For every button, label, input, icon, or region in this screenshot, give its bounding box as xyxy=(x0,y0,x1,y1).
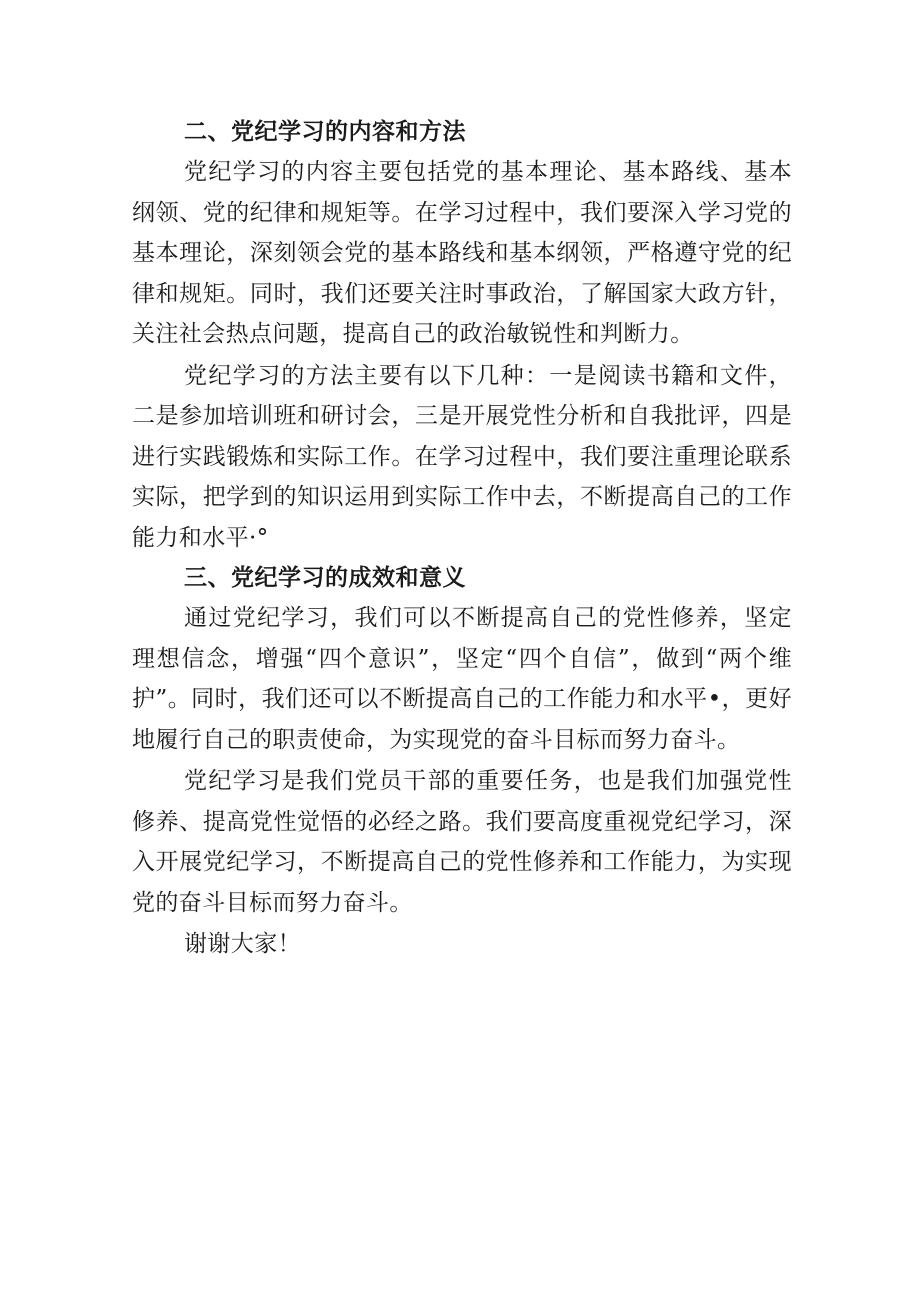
paragraph-content: 党纪学习的内容主要包括党的基本理论、基本路线、基本纲领、党的纪律和规矩等。在学习过程中，我们要深入学习党的基本理论，深刻领会党的基本路线和基本纲领，严格遵守党的纪律和规矩。同时，我们还要关注时事政治，了解国家大政方针，关注社会热点问题，提高自己的政治敏锐性和判断力。 xyxy=(132,159,792,347)
closing-thanks: 谢谢大家！ xyxy=(184,931,301,957)
section-heading-content-methods: 二、党纪学习的内容和方法 xyxy=(184,119,466,145)
document-body xyxy=(132,112,792,965)
paragraph-significance: 党纪学习是我们党员干部的重要任务，也是我们加强党性修养、提高党性觉悟的必经之路。我们要高度重视党纪学习，深入开展党纪学习，不断提高自己的党性修养和工作能力，为实现党的奋斗目标而努力奋斗。 xyxy=(132,768,792,916)
section-heading-results-significance: 三、党纪学习的成效和意义 xyxy=(184,565,466,591)
paragraph-methods: 党纪学习的方法主要有以下几种：一是阅读书籍和文件，二是参加培训班和研讨会，三是开展党性分析和自我批评，四是进行实践锻炼和实际工作。在学习过程中，我们要注重理论联系实际，把学到的知识运用到实际工作中去，不断提高自己的工作能力和水平·° xyxy=(132,362,792,551)
paragraph-results: 通过党纪学习，我们可以不断提高自己的党性修养，坚定理想信念，增强“四个意识”，坚定“四个自信”，做到“两个维护”。同时，我们还可以不断提高自己的工作能力和水平•，更好地履行自己的职责使命，为实现党的奋斗目标而努力奋斗。 xyxy=(132,605,792,753)
